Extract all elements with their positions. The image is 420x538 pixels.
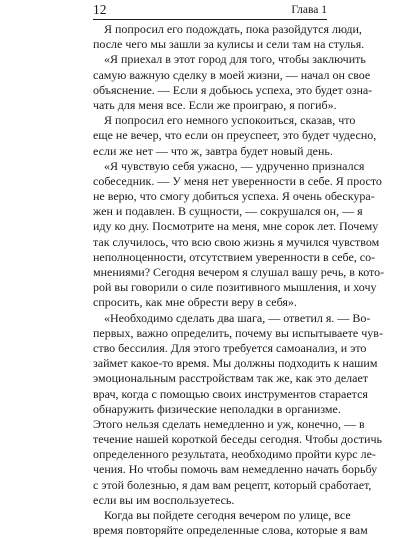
- text-line: Я попросил его подождать, пока разойдутся люди,: [104, 22, 362, 36]
- header-rule: [93, 19, 327, 20]
- text-line: спросить, как мне обрести веру в себя».: [93, 295, 297, 310]
- text-line: «Необходимо сделать два шага, — ответил я. — Во-: [104, 310, 371, 325]
- text-line: жен и подавлен. В сущности, — сокрушался он, — я: [93, 204, 363, 219]
- text-line: объяснение. — Если я добьюсь успеха, это будет озна-: [93, 82, 373, 97]
- text-line: не верю, что смогу добиться успеха. Я очень обескура-: [93, 189, 375, 204]
- text-line: если же нет — что ж, завтра будет новый день.: [93, 143, 333, 158]
- text-line: первых, важно определить, почему вы испытываете чув-: [93, 325, 383, 340]
- text-line: чения. Но чтобы помочь вам немедленно начать борьбу: [93, 462, 378, 477]
- text-line: Когда вы пойдете сегодня вечером по улице, все: [104, 508, 351, 522]
- text-line: собеседник. — У меня нет уверенности в себе. Я просто: [93, 173, 382, 188]
- text-line: определенного результата, необходимо пройти курс ле-: [93, 447, 376, 462]
- text-line: «Я приехал в этот город для того, чтобы заключить: [104, 52, 366, 67]
- text-line: время повторяйте определенные слова, которые я вам: [93, 523, 368, 538]
- body-text: [93, 22, 385, 538]
- text-line: течение нашей короткой беседы сегодня. Чтобы достичь: [93, 432, 382, 447]
- text-line: Я попросил его немного успокоиться, сказав, что: [104, 113, 356, 128]
- text-line: врач, когда с помощью своих инструментов старается: [93, 386, 368, 401]
- running-head: Глава 1: [291, 4, 327, 16]
- text-line: так случилось, что всю свою жизнь я мучился чувством: [93, 234, 380, 249]
- text-line: чать для меня все. Если же проиграю, я погиб».: [93, 97, 337, 112]
- page-header: [93, 2, 327, 18]
- text-line: если вы им воспользуетесь.: [93, 492, 235, 507]
- text-line: обнаружить физические неполадки в организме.: [93, 401, 341, 416]
- text-line: эмоциональным расстройствам так же, как это делает: [93, 371, 369, 386]
- text-line: «Я чувствую себя ужасно, — удрученно признался: [104, 158, 365, 173]
- page-number: 12: [93, 2, 107, 17]
- text-line: неполноценности, отсутствием уверенности в себе, со-: [93, 249, 376, 264]
- text-line: после чего мы зашли за кулисы и сели там на стулья.: [93, 37, 365, 52]
- text-line: иду ко дну. Посмотрите на меня, мне сорок лет. Почему: [93, 219, 379, 234]
- text-line: еще не вечер, что если он преуспеет, это будет чудесно,: [93, 128, 377, 143]
- text-line: мнениями? Сегодня вечером я слушал вашу речь, в кото-: [93, 265, 385, 279]
- text-line: Этого нельзя сделать немедленно и уж, конечно, — в: [93, 416, 365, 431]
- text-line: рой вы говорили о силе позитивного мышления, и хочу: [93, 280, 377, 295]
- text-line: ство бессилия. Для этого требуется самоанализ, и это: [93, 340, 367, 355]
- text-line: самую важную сделку в моей жизни, — начал он свое: [93, 67, 371, 82]
- text-line: с этой болезнью, я дам вам рецепт, который сработает,: [93, 477, 372, 492]
- text-line: займет какое-то время. Мы должны подходить к нашим: [93, 356, 378, 371]
